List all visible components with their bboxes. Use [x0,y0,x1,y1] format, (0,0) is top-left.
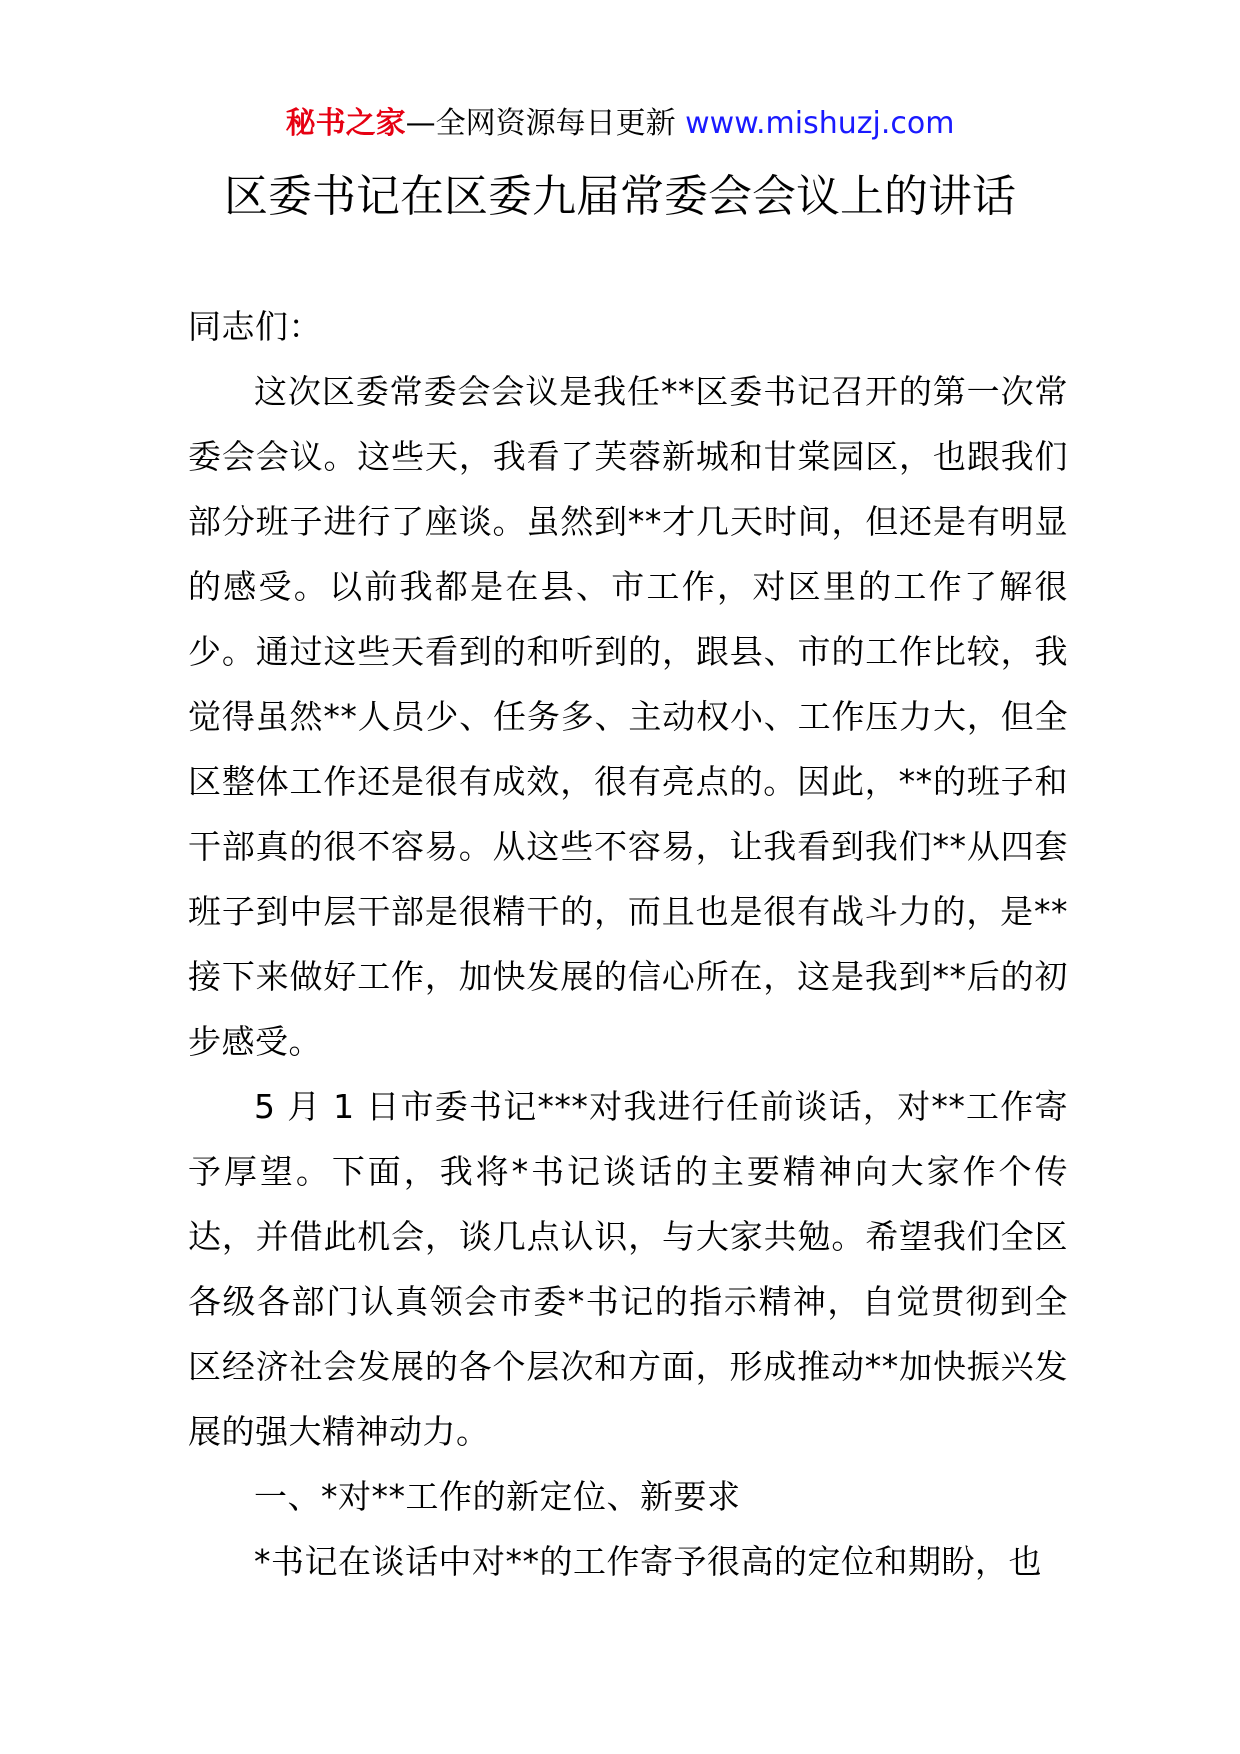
document-body [188,294,1068,1594]
site-slogan: —全网资源每日更新 [405,106,676,141]
salutation: 同志们： [188,307,322,346]
site-url-link[interactable]: www.mishuzj.com [685,106,955,141]
body-paragraph: *书记在谈话中对**的工作寄予很高的定位和期盼，也 [254,1542,1042,1581]
body-paragraph: 5 月 1 日市委书记***对我进行任前谈话，对**工作寄予厚望。下面，我将*书记谈话的主要精神向大家作个传达，并借此机会，谈几点认识，与大家共勉。希望我们全区各级各部门认真领会市委*书记的指示精神，自觉贯彻到全区经济社会发展的各个层次和方面，形成推动**加快振兴发展的强大精神动力。 [188,1087,1068,1451]
section-heading: 一、*对**工作的新定位、新要求 [254,1477,741,1516]
site-header [0,100,1240,148]
brand-name: 秘书之家 [285,106,406,141]
body-paragraph: 这次区委常委会会议是我任**区委书记召开的第一次常委会会议。这些天，我看了芙蓉新城和甘棠园区，也跟我们部分班子进行了座谈。虽然到**才几天时间，但还是有明显的感受。以前我都是在县、市工作，对区里的工作了解很少。通过这些天看到的和听到的，跟县、市的工作比较，我觉得虽然**人员少、任务多、主动权小、工作压力大，但全区整体工作还是很有成效，很有亮点的。因此，**的班子和干部真的很不容易。从这些不容易，让我看到我们**从四套班子到中层干部是很精干的，而且也是很有战斗力的，是**接下来做好工作，加快发展的信心所在，这是我到**后的初步感受。 [188,372,1068,1061]
document-title: 区委书记在区委九届常委会会议上的讲话 [224,171,1016,222]
